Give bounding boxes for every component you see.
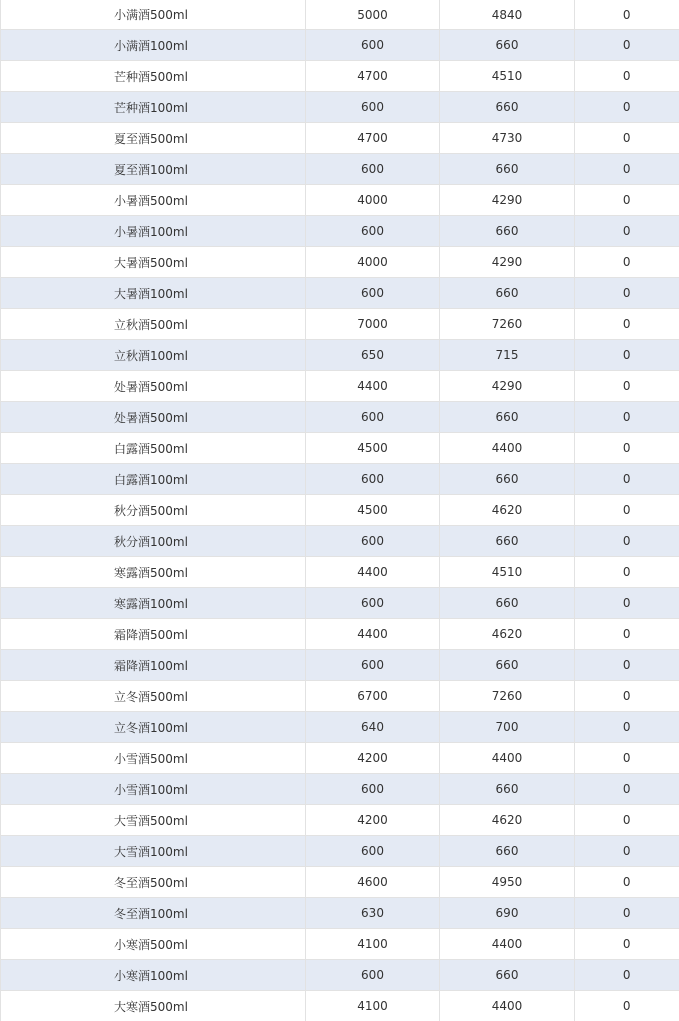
value-c-cell: 0 xyxy=(575,154,679,185)
table-row xyxy=(1,309,679,340)
product-name-cell: 小寒酒500ml xyxy=(1,929,306,960)
value-c-cell: 0 xyxy=(575,836,679,867)
value-b-cell: 7260 xyxy=(440,309,575,340)
value-b-cell: 660 xyxy=(440,154,575,185)
product-name-cell: 寒露酒100ml xyxy=(1,588,306,619)
value-a-cell: 600 xyxy=(306,960,440,991)
value-c-cell: 0 xyxy=(575,278,679,309)
value-a-cell: 4600 xyxy=(306,867,440,898)
value-a-cell: 6700 xyxy=(306,681,440,712)
value-b-cell: 4950 xyxy=(440,867,575,898)
table-row xyxy=(1,123,679,154)
table-row xyxy=(1,30,679,61)
product-name-cell: 霜降酒500ml xyxy=(1,619,306,650)
product-name-cell: 夏至酒500ml xyxy=(1,123,306,154)
product-name-cell: 大寒酒500ml xyxy=(1,991,306,1021)
value-a-cell: 4100 xyxy=(306,929,440,960)
table-row xyxy=(1,0,679,30)
value-c-cell: 0 xyxy=(575,402,679,433)
product-name-cell: 处暑酒500ml xyxy=(1,371,306,402)
value-b-cell: 660 xyxy=(440,526,575,557)
product-name-cell: 冬至酒500ml xyxy=(1,867,306,898)
product-name-cell: 立秋酒500ml xyxy=(1,309,306,340)
product-name-cell: 小满酒100ml xyxy=(1,30,306,61)
product-name-cell: 芒种酒500ml xyxy=(1,61,306,92)
table-row xyxy=(1,495,679,526)
value-c-cell: 0 xyxy=(575,805,679,836)
table-row xyxy=(1,154,679,185)
product-name-cell: 小满酒500ml xyxy=(1,0,306,30)
value-a-cell: 640 xyxy=(306,712,440,743)
value-b-cell: 4290 xyxy=(440,185,575,216)
value-b-cell: 4510 xyxy=(440,557,575,588)
value-a-cell: 600 xyxy=(306,588,440,619)
product-name-cell: 大暑酒500ml xyxy=(1,247,306,278)
product-name-cell: 霜降酒100ml xyxy=(1,650,306,681)
product-name-cell: 白露酒500ml xyxy=(1,433,306,464)
value-c-cell: 0 xyxy=(575,867,679,898)
value-b-cell: 660 xyxy=(440,402,575,433)
value-c-cell: 0 xyxy=(575,557,679,588)
value-b-cell: 4620 xyxy=(440,805,575,836)
value-c-cell: 0 xyxy=(575,247,679,278)
value-b-cell: 660 xyxy=(440,588,575,619)
value-c-cell: 0 xyxy=(575,774,679,805)
table-row xyxy=(1,557,679,588)
value-b-cell: 660 xyxy=(440,30,575,61)
value-a-cell: 4200 xyxy=(306,743,440,774)
table-row xyxy=(1,650,679,681)
table-row xyxy=(1,588,679,619)
table-row xyxy=(1,743,679,774)
value-a-cell: 600 xyxy=(306,278,440,309)
table-row xyxy=(1,61,679,92)
value-a-cell: 600 xyxy=(306,774,440,805)
value-a-cell: 600 xyxy=(306,464,440,495)
value-a-cell: 4400 xyxy=(306,371,440,402)
value-a-cell: 600 xyxy=(306,526,440,557)
value-c-cell: 0 xyxy=(575,991,679,1021)
product-name-cell: 处暑酒500ml xyxy=(1,402,306,433)
value-c-cell: 0 xyxy=(575,743,679,774)
value-a-cell: 4000 xyxy=(306,247,440,278)
value-b-cell: 715 xyxy=(440,340,575,371)
table-row xyxy=(1,464,679,495)
table-row xyxy=(1,898,679,929)
value-b-cell: 660 xyxy=(440,960,575,991)
table-row xyxy=(1,805,679,836)
value-b-cell: 660 xyxy=(440,216,575,247)
value-c-cell: 0 xyxy=(575,30,679,61)
product-name-cell: 小寒酒100ml xyxy=(1,960,306,991)
value-c-cell: 0 xyxy=(575,929,679,960)
value-b-cell: 7260 xyxy=(440,681,575,712)
value-a-cell: 650 xyxy=(306,340,440,371)
product-name-cell: 大暑酒100ml xyxy=(1,278,306,309)
value-a-cell: 600 xyxy=(306,30,440,61)
value-a-cell: 600 xyxy=(306,154,440,185)
table-row xyxy=(1,991,679,1021)
table-row xyxy=(1,92,679,123)
product-name-cell: 小暑酒100ml xyxy=(1,216,306,247)
value-a-cell: 7000 xyxy=(306,309,440,340)
value-b-cell: 4290 xyxy=(440,371,575,402)
value-c-cell: 0 xyxy=(575,464,679,495)
value-c-cell: 0 xyxy=(575,960,679,991)
price-table-body xyxy=(1,0,679,1021)
value-a-cell: 4400 xyxy=(306,557,440,588)
value-c-cell: 0 xyxy=(575,650,679,681)
product-name-cell: 小雪酒500ml xyxy=(1,743,306,774)
value-b-cell: 660 xyxy=(440,278,575,309)
value-b-cell: 4400 xyxy=(440,433,575,464)
value-a-cell: 600 xyxy=(306,216,440,247)
table-row xyxy=(1,185,679,216)
value-c-cell: 0 xyxy=(575,216,679,247)
table-row xyxy=(1,340,679,371)
value-b-cell: 660 xyxy=(440,774,575,805)
table-row xyxy=(1,402,679,433)
value-a-cell: 4500 xyxy=(306,433,440,464)
value-c-cell: 0 xyxy=(575,0,679,30)
value-c-cell: 0 xyxy=(575,681,679,712)
product-name-cell: 芒种酒100ml xyxy=(1,92,306,123)
product-name-cell: 寒露酒500ml xyxy=(1,557,306,588)
value-a-cell: 4500 xyxy=(306,495,440,526)
value-b-cell: 4510 xyxy=(440,61,575,92)
value-b-cell: 4400 xyxy=(440,743,575,774)
value-b-cell: 690 xyxy=(440,898,575,929)
value-a-cell: 4700 xyxy=(306,61,440,92)
value-c-cell: 0 xyxy=(575,309,679,340)
value-c-cell: 0 xyxy=(575,185,679,216)
value-b-cell: 4840 xyxy=(440,0,575,30)
value-a-cell: 4200 xyxy=(306,805,440,836)
table-row xyxy=(1,216,679,247)
table-row xyxy=(1,619,679,650)
value-b-cell: 4620 xyxy=(440,495,575,526)
table-row xyxy=(1,681,679,712)
value-c-cell: 0 xyxy=(575,619,679,650)
value-b-cell: 660 xyxy=(440,650,575,681)
value-a-cell: 4100 xyxy=(306,991,440,1021)
table-row xyxy=(1,960,679,991)
value-b-cell: 700 xyxy=(440,712,575,743)
value-a-cell: 600 xyxy=(306,836,440,867)
value-c-cell: 0 xyxy=(575,123,679,154)
table-row xyxy=(1,371,679,402)
value-c-cell: 0 xyxy=(575,433,679,464)
product-name-cell: 白露酒100ml xyxy=(1,464,306,495)
product-name-cell: 小雪酒100ml xyxy=(1,774,306,805)
product-name-cell: 立冬酒100ml xyxy=(1,712,306,743)
value-b-cell: 660 xyxy=(440,92,575,123)
value-a-cell: 5000 xyxy=(306,0,440,30)
product-name-cell: 冬至酒100ml xyxy=(1,898,306,929)
value-c-cell: 0 xyxy=(575,371,679,402)
table-row xyxy=(1,929,679,960)
value-b-cell: 660 xyxy=(440,464,575,495)
table-row xyxy=(1,278,679,309)
value-c-cell: 0 xyxy=(575,588,679,619)
product-name-cell: 大雪酒100ml xyxy=(1,836,306,867)
table-row xyxy=(1,433,679,464)
value-c-cell: 0 xyxy=(575,340,679,371)
product-name-cell: 立秋酒100ml xyxy=(1,340,306,371)
value-c-cell: 0 xyxy=(575,61,679,92)
value-a-cell: 630 xyxy=(306,898,440,929)
value-a-cell: 600 xyxy=(306,92,440,123)
product-name-cell: 大雪酒500ml xyxy=(1,805,306,836)
table-row xyxy=(1,774,679,805)
value-b-cell: 4620 xyxy=(440,619,575,650)
table-row xyxy=(1,247,679,278)
value-b-cell: 4290 xyxy=(440,247,575,278)
value-b-cell: 4400 xyxy=(440,991,575,1021)
value-a-cell: 600 xyxy=(306,402,440,433)
product-name-cell: 小暑酒500ml xyxy=(1,185,306,216)
value-b-cell: 4400 xyxy=(440,929,575,960)
value-b-cell: 4730 xyxy=(440,123,575,154)
value-c-cell: 0 xyxy=(575,712,679,743)
value-c-cell: 0 xyxy=(575,495,679,526)
value-b-cell: 660 xyxy=(440,836,575,867)
value-a-cell: 4400 xyxy=(306,619,440,650)
table-row xyxy=(1,867,679,898)
table-row xyxy=(1,526,679,557)
value-a-cell: 4700 xyxy=(306,123,440,154)
product-name-cell: 立冬酒500ml xyxy=(1,681,306,712)
value-c-cell: 0 xyxy=(575,526,679,557)
table-row xyxy=(1,836,679,867)
value-c-cell: 0 xyxy=(575,92,679,123)
product-name-cell: 秋分酒500ml xyxy=(1,495,306,526)
value-c-cell: 0 xyxy=(575,898,679,929)
product-name-cell: 秋分酒100ml xyxy=(1,526,306,557)
table-row xyxy=(1,712,679,743)
product-name-cell: 夏至酒100ml xyxy=(1,154,306,185)
value-a-cell: 600 xyxy=(306,650,440,681)
value-a-cell: 4000 xyxy=(306,185,440,216)
